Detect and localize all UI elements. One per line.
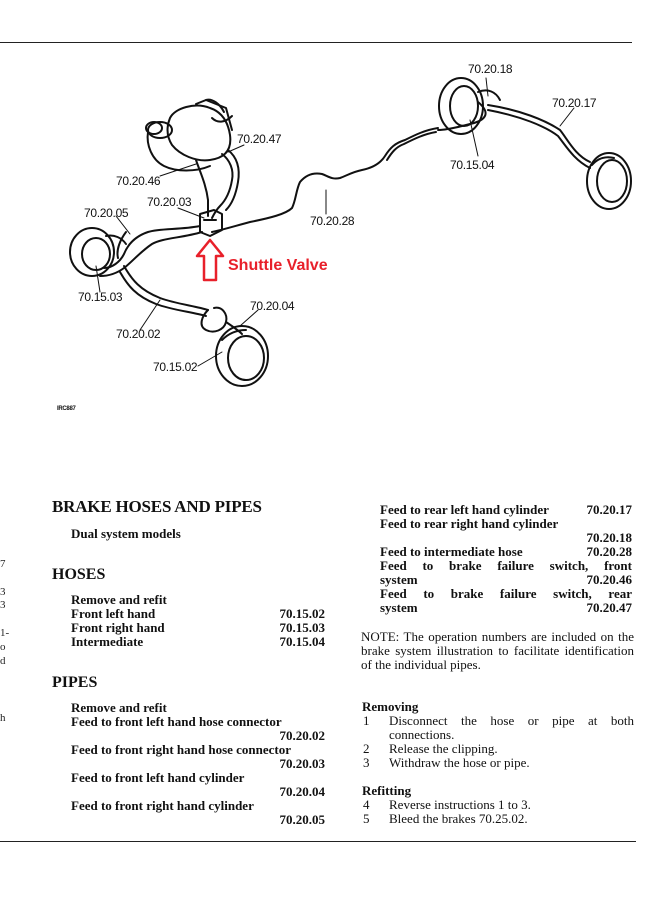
section-subtitle: Dual system models bbox=[71, 526, 181, 541]
pipe-item-label: Feed to intermediate hose bbox=[380, 544, 523, 559]
pipe-item-label: Feed to front right hand hose connector bbox=[71, 742, 292, 757]
step-text-cont: connections. bbox=[389, 727, 455, 742]
step-text: Release the clipping. bbox=[389, 741, 498, 756]
hose-item-code: 70.15.02 bbox=[279, 606, 325, 621]
bottom-rule bbox=[0, 841, 636, 842]
refitting-heading: Refitting bbox=[362, 783, 412, 798]
pipes-heading: PIPES bbox=[52, 674, 98, 691]
edge-char: h bbox=[0, 712, 6, 724]
edge-char: 7 bbox=[0, 558, 6, 570]
step-number: 5 bbox=[363, 811, 370, 826]
hose-item-label: Intermediate bbox=[71, 634, 144, 649]
edge-char: 3 bbox=[0, 599, 6, 611]
callout-70-15-02: 70.15.02 bbox=[153, 360, 198, 374]
step-text: Withdraw the hose or pipe. bbox=[389, 755, 530, 770]
step-number: 3 bbox=[363, 755, 370, 770]
pipe-item-label: Feed to front left hand cylinder bbox=[71, 770, 245, 785]
front-left-drum bbox=[216, 326, 268, 386]
edge-char: 1- bbox=[0, 627, 10, 639]
callout-70-20-02: 70.20.02 bbox=[116, 327, 161, 341]
hose-item-code: 70.15.04 bbox=[279, 634, 325, 649]
hoses-heading: HOSES bbox=[52, 566, 106, 583]
pipe-item-code: 70.20.17 bbox=[586, 502, 632, 517]
edge-char: d bbox=[0, 655, 6, 667]
pipe-item-code: 70.20.02 bbox=[279, 728, 325, 743]
callout-70-15-03: 70.15.03 bbox=[78, 290, 123, 304]
pipes-intro: Remove and refit bbox=[71, 700, 167, 715]
callout-70-15-04: 70.15.04 bbox=[450, 158, 495, 172]
callout-70-20-03: 70.20.03 bbox=[147, 195, 192, 209]
shuttle-valve-arrow bbox=[197, 240, 223, 280]
step-text: Reverse instructions 1 to 3. bbox=[389, 797, 531, 812]
step-text: Disconnect the hose or pipe at both bbox=[389, 713, 634, 728]
removing-heading: Removing bbox=[362, 699, 419, 714]
pipe-item-code: 70.20.18 bbox=[586, 530, 632, 545]
callout-70-20-46: 70.20.46 bbox=[116, 174, 161, 188]
pipe-item-code: 70.20.28 bbox=[586, 544, 632, 559]
callout-70-20-04: 70.20.04 bbox=[250, 299, 295, 313]
edge-char: o bbox=[0, 641, 6, 653]
pipe-item-code: 70.20.47 bbox=[586, 600, 632, 615]
pipe-item-label: Feed to brake failure switch, rear bbox=[380, 586, 632, 601]
pipe-item-label-cont: system bbox=[380, 600, 418, 615]
master-cylinder bbox=[168, 106, 231, 161]
pipe-item-code: 70.20.05 bbox=[279, 812, 325, 827]
pipe-item-label: Feed to front left hand hose connector bbox=[71, 714, 282, 729]
hose-item-label: Front right hand bbox=[71, 620, 165, 635]
section-title: BRAKE HOSES AND PIPES bbox=[52, 497, 262, 516]
callout-70-20-18: 70.20.18 bbox=[468, 62, 513, 76]
callout-70-20-28: 70.20.28 bbox=[310, 214, 355, 228]
figure-reference: IRC887 bbox=[57, 406, 76, 412]
step-text: Bleed the brakes 70.25.02. bbox=[389, 811, 528, 826]
hose-item-label: Front left hand bbox=[71, 606, 156, 621]
pipe-item-code: 70.20.04 bbox=[279, 784, 325, 799]
shuttle-valve-block bbox=[200, 210, 222, 236]
step-number: 4 bbox=[363, 797, 370, 812]
pipe-item-label: Feed to front right hand cylinder bbox=[71, 798, 254, 813]
step-number: 2 bbox=[363, 741, 370, 756]
callout-70-20-17: 70.20.17 bbox=[552, 96, 597, 110]
pipe-item-label: Feed to rear right hand cylinder bbox=[380, 516, 559, 531]
edge-char: 3 bbox=[0, 586, 6, 598]
pipe-item-code: 70.20.03 bbox=[279, 756, 325, 771]
hose-item-code: 70.15.03 bbox=[279, 620, 325, 635]
shuttle-valve-label: Shuttle Valve bbox=[228, 257, 328, 274]
pipe-item-label-cont: system bbox=[380, 572, 418, 587]
pipe-item-code: 70.20.46 bbox=[586, 572, 632, 587]
note-paragraph: NOTE: The operation numbers are included on the brake system illustration to facilitate identification of the individual pipes. bbox=[361, 629, 634, 672]
pipe-item-label: Feed to brake failure switch, front bbox=[380, 558, 632, 573]
callout-70-20-47: 70.20.47 bbox=[237, 132, 282, 146]
step-number: 1 bbox=[363, 713, 370, 728]
pipe-item-label: Feed to rear left hand cylinder bbox=[380, 502, 549, 517]
callout-70-20-05: 70.20.05 bbox=[84, 206, 129, 220]
hoses-intro: Remove and refit bbox=[71, 592, 167, 607]
